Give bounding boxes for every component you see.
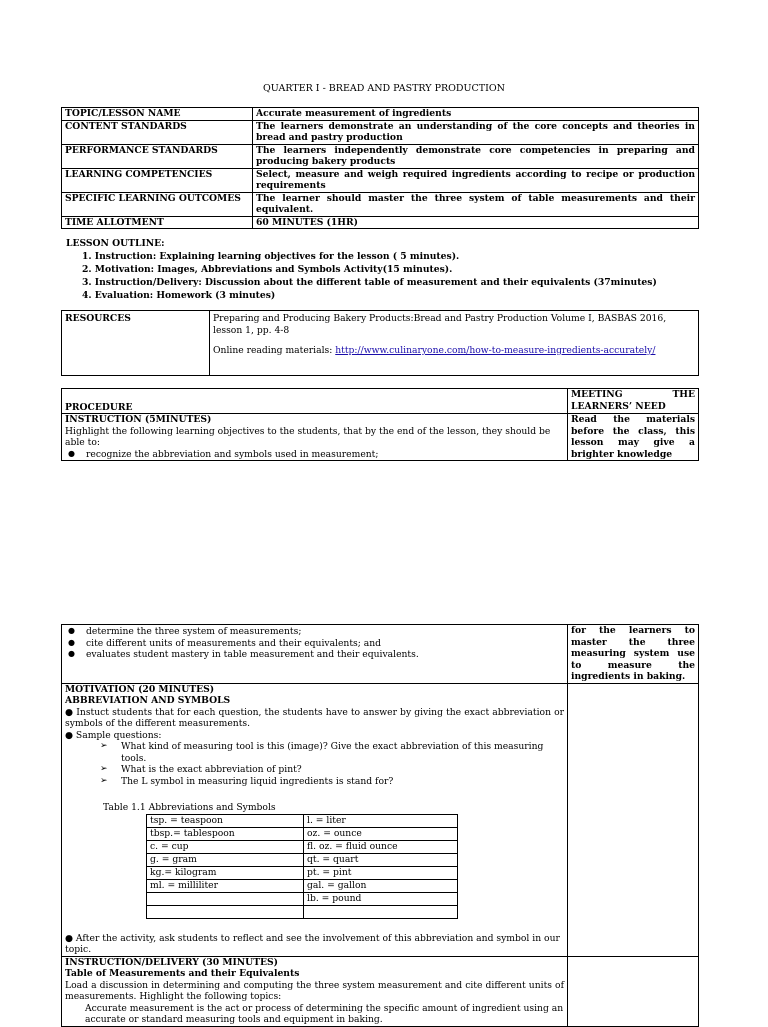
abbr-heading: ABBREVIATION AND SYMBOLS — [65, 695, 231, 706]
lesson-outline — [66, 238, 657, 302]
meeting-empty-cell — [568, 956, 699, 1026]
motivation-heading: MOTIVATION (20 MINUTES) — [65, 683, 215, 695]
outline-heading: LESSON OUTLINE: — [66, 238, 165, 249]
table-row — [147, 840, 458, 853]
row-label: CONTENT STANDARDS — [62, 120, 253, 144]
table-row — [62, 192, 699, 216]
objective-list — [65, 626, 564, 661]
question-list — [65, 741, 564, 787]
row-label: PERFORMANCE STANDARDS — [62, 144, 253, 168]
abbr-cell: c. = cup — [147, 840, 304, 853]
list-item: ● cite different units of measurements and their equivalents; and — [65, 638, 564, 650]
after-activity: ● After the activity, ask students to reflect and see the involvement of this abbreviation and symbol in our topic. — [65, 932, 560, 955]
outline-item: 4. Evaluation: Homework (3 minutes) — [82, 289, 276, 301]
list-item: ➢ The L symbol in measuring liquid ingredients is stand for? — [100, 776, 564, 788]
resource-link[interactable]: http://www.culinaryone.com/how-to-measure-ingredients-accurately/ — [335, 345, 656, 356]
list-item: ➢ What kind of measuring tool is this (image)? Give the exact abbreviation of this measuring tools. — [100, 741, 564, 764]
table-row — [62, 311, 699, 376]
table-row — [62, 956, 699, 1026]
table-row — [62, 216, 699, 229]
list-item: ● evaluates student mastery in table measurement and their equivalents. — [65, 649, 564, 661]
list-item: ● determine the three system of measurements; — [65, 626, 564, 638]
row-value: Select, measure and weigh required ingredients according to recipe or production requirements — [253, 168, 699, 192]
outline-item: 2. Motivation: Images, Abbreviations and Symbols Activity(15 minutes). — [82, 263, 453, 275]
abbr-cell: tbsp.= tablespoon — [147, 827, 304, 840]
table-row — [62, 625, 699, 684]
table-row — [62, 120, 699, 144]
instruct-text: ● Instuct students that for each question, the students have to answer by giving the exact abbreviation or symbols of the different measurements. — [65, 706, 564, 729]
delivery-subheading: Table of Measurements and their Equivalents — [65, 968, 300, 979]
abbr-cell: lb. = pound — [304, 892, 458, 905]
row-label: LEARNING COMPETENCIES — [62, 168, 253, 192]
table-row — [147, 866, 458, 879]
row-label: SPECIFIC LEARNING OUTCOMES — [62, 192, 253, 216]
resources-content — [210, 311, 699, 376]
table-row — [62, 108, 699, 121]
resources-label: RESOURCES — [62, 311, 210, 376]
online-prefix: Online reading materials: — [213, 345, 336, 356]
list-item: ➢ What is the exact abbreviation of pint? — [100, 764, 564, 776]
table-row — [147, 892, 458, 905]
abbr-cell: pt. = pint — [304, 866, 458, 879]
row-value: Accurate measurement of ingredients — [253, 108, 699, 121]
procedure-table-continued — [61, 624, 699, 1027]
motivation-cell — [62, 683, 568, 956]
objective-list — [65, 449, 564, 461]
table-row — [62, 414, 699, 461]
lesson-info-table — [61, 107, 699, 229]
resources-table — [61, 310, 699, 376]
abbr-cell: g. = gram — [147, 853, 304, 866]
list-item: ● recognize the abbreviation and symbols used in measurement; — [65, 449, 564, 461]
row-value: The learners independently demonstrate core competencies in preparing and producing bakery products — [253, 144, 699, 168]
page-title: QUARTER I - BREAD AND PASTRY PRODUCTION — [263, 83, 505, 94]
abbr-cell — [147, 905, 304, 918]
resources-online — [213, 345, 695, 357]
abbr-cell — [304, 905, 458, 918]
outline-item: 3. Instruction/Delivery: Discussion about the different table of measurement and their equivalents (37minutes) — [82, 276, 657, 288]
instruction-cell — [62, 414, 568, 461]
abbr-cell: fl. oz. = fluid ounce — [304, 840, 458, 853]
resources-book: Preparing and Producing Bakery Products:Bread and Pastry Production Volume I, BASBAS 2016, lesson 1, pp. 4-8 — [213, 313, 667, 336]
outline-item: 1. Instruction: Explaining learning objectives for the lesson ( 5 minutes). — [82, 250, 460, 262]
abbreviations-table — [146, 814, 458, 919]
row-value: The learners demonstrate an understanding of the core concepts and theories in bread and pastry production — [253, 120, 699, 144]
table-row — [147, 827, 458, 840]
procedure-table — [61, 388, 699, 461]
abbr-cell: kg.= kilogram — [147, 866, 304, 879]
meeting-empty-cell — [568, 683, 699, 956]
table-row — [147, 814, 458, 827]
table-caption: Table 1.1 Abbreviations and Symbols — [103, 802, 276, 813]
table-row — [62, 168, 699, 192]
abbr-cell — [147, 892, 304, 905]
accurate-text: Accurate measurement is the act or process of determining the specific amount of ingredient using an accurate or standard measuring tools and equipment in baking. — [85, 1002, 564, 1025]
abbr-cell: ml. = milliliter — [147, 879, 304, 892]
abbr-cell: tsp. = teaspoon — [147, 814, 304, 827]
instruction-intro: Highlight the following learning objectives to the students, that by the end of the lesson, they should be able to: — [65, 425, 551, 448]
delivery-cell — [62, 956, 568, 1026]
meeting-text: Read the materials before the class, this lesson may give a brighter knowledge — [568, 414, 699, 461]
table-row — [62, 683, 699, 956]
row-label: TOPIC/LESSON NAME — [62, 108, 253, 121]
table-row — [62, 144, 699, 168]
row-label: TIME ALLOTMENT — [62, 216, 253, 229]
abbr-cell: l. = liter — [304, 814, 458, 827]
abbr-cell: qt. = quart — [304, 853, 458, 866]
meeting-header: MEETING THE LEARNERS’ NEED — [568, 389, 699, 414]
abbr-cell: gal. = gallon — [304, 879, 458, 892]
table-row — [147, 879, 458, 892]
table-row — [147, 905, 458, 918]
row-value: 60 MINUTES (1HR) — [253, 216, 699, 229]
delivery-text: Load a discussion in determining and computing the three system measurement and cite different units of measurements. Highlight the following topics: — [65, 979, 564, 1002]
sample-label: ● Sample questions: — [65, 729, 162, 741]
row-value: The learner should master the three system of table measurements and their equivalent. — [253, 192, 699, 216]
procedure-header: PROCEDURE — [62, 389, 568, 414]
meeting-text: for the learners to master the three measuring system use to measure the ingredients in baking. — [568, 625, 699, 684]
instruction-heading: INSTRUCTION (5MINUTES) — [65, 414, 212, 425]
delivery-heading: INSTRUCTION/DELIVERY (30 MINUTES) — [65, 956, 279, 968]
table-row — [147, 853, 458, 866]
table-row — [62, 389, 699, 414]
abbr-cell: oz. = ounce — [304, 827, 458, 840]
objectives-cell — [62, 625, 568, 684]
